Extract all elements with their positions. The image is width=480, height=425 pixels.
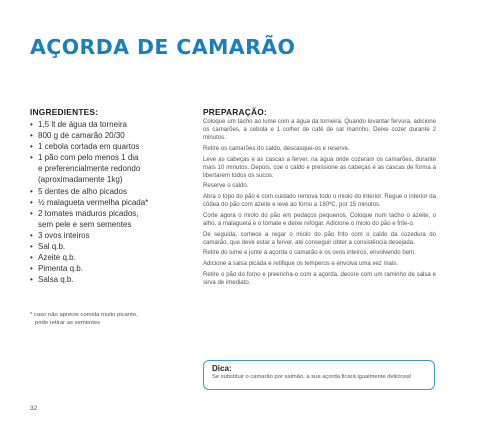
preparation-step: Retire o pão do forno e preencha-o com a açorda, decore com um raminho de salsa e sirva de imediato. — [203, 271, 436, 286]
preparation-step: Adicione a salsa picada e retifique os temperos e envolva uma vez mais. — [203, 261, 398, 268]
ingredient-item: • ½ malagueta vermelha picada* — [30, 197, 149, 207]
ingredient-continuation: e preferencialmente redondo — [38, 164, 141, 174]
bullet-icon: • — [30, 253, 33, 263]
ingredient-item: • Salsa q.b. — [30, 275, 74, 285]
page-number: 32 — [30, 405, 38, 412]
bullet-icon: • — [30, 142, 33, 152]
ingredient-item: • Sal q.b. — [30, 242, 66, 252]
preparation-step: Reserve o caldo. — [203, 183, 249, 190]
preparation-step: Leve as cabeças e as cascas a ferver, na água onde cozeram os camarões, durante mais 10 minutos. Depois, coe o caldo e pressione as cabeças e as cascas de forma a libertarem todos os sucos. — [203, 156, 436, 179]
ingredients-footnote — [30, 311, 200, 328]
ingredient-item: • Pimenta q.b. — [30, 264, 83, 274]
tip-title: Dica: — [212, 364, 232, 373]
ingredient-continuation: (aproximadamente 1kg) — [38, 175, 123, 185]
recipe-title: AÇORDA DE CAMARÃO — [30, 35, 296, 59]
preparation-step: Coloque um tacho ao lume com a água da torneira. Quando levantar fervura, adicione os camarões, a cebola e 1 colher de café de sal marinho. Deixe cozer durante 2 minutos. — [203, 119, 436, 142]
ingredient-item: • 5 dentes de alho picados — [30, 186, 127, 196]
preparation-step: De seguida, comece a regar o miolo do pão frito com o caldo da cozedura do camarão, que deve estar a ferver, até conseguir obter a consistência desejada. — [203, 231, 436, 246]
ingredient-continuation: sem pele e sem sementes — [38, 219, 132, 229]
preparation-step: Abra o topo do pão e com cuidado remova todo o miolo do interior. Regue o interior da côdea do pão com azeite e leve ao forno a 180ºC, por 15 minutos. — [203, 194, 436, 209]
tip-box — [203, 360, 435, 390]
bullet-icon: • — [30, 242, 33, 252]
preparation-step: Corte agora o miolo do pão em pedaços pequenos. Coloque num tacho o azeite, o alho, a malagueta e o tomate e deixe refogar. Adicione o miolo do pão e frite-o. — [203, 212, 436, 227]
tip-text: Se substituir o camarão por salmão, a sua açorda ficará igualmente deliciosa! — [212, 374, 412, 380]
footnote-line: * caso não aprecie comida muito picante, — [30, 312, 138, 318]
ingredients-list — [30, 119, 200, 285]
preparation-step: Retire os camarões do caldo, descasque-os e reserve. — [203, 145, 350, 152]
bullet-icon: • — [30, 131, 33, 141]
ingredient-item: • 3 ovos inteiros — [30, 230, 90, 240]
bullet-icon: • — [30, 275, 33, 285]
ingredient-item: • 800 g de camarão 20/30 — [30, 131, 125, 141]
bullet-icon: • — [30, 120, 33, 129]
ingredient-item: • 1 cebola cortada em quartos — [30, 142, 140, 152]
bullet-icon: • — [30, 153, 33, 163]
footnote-line: pode retirar as sementes — [35, 320, 101, 327]
bullet-icon: • — [30, 186, 33, 196]
ingredient-item: • 1 pão com pelo menos 1 dia — [30, 153, 139, 163]
ingredient-item: • 2 tomates maduros picados, — [30, 208, 139, 218]
bullet-icon: • — [30, 230, 33, 240]
preparation-steps — [203, 118, 436, 290]
bullet-icon: • — [30, 197, 33, 207]
bullet-icon: • — [30, 264, 33, 274]
ingredient-item: • 1,5 lt de água da torneira — [30, 120, 127, 129]
bullet-icon: • — [30, 208, 33, 218]
preparation-heading: PREPARAÇÃO: — [203, 107, 267, 117]
ingredient-item: • Azeite q.b. — [30, 253, 76, 263]
ingredients-heading: INGREDIENTES: — [30, 107, 99, 117]
preparation-step: Retire do lume e junte à açorda o camarão e os ovos inteiros, envolvendo bem. — [203, 250, 416, 257]
